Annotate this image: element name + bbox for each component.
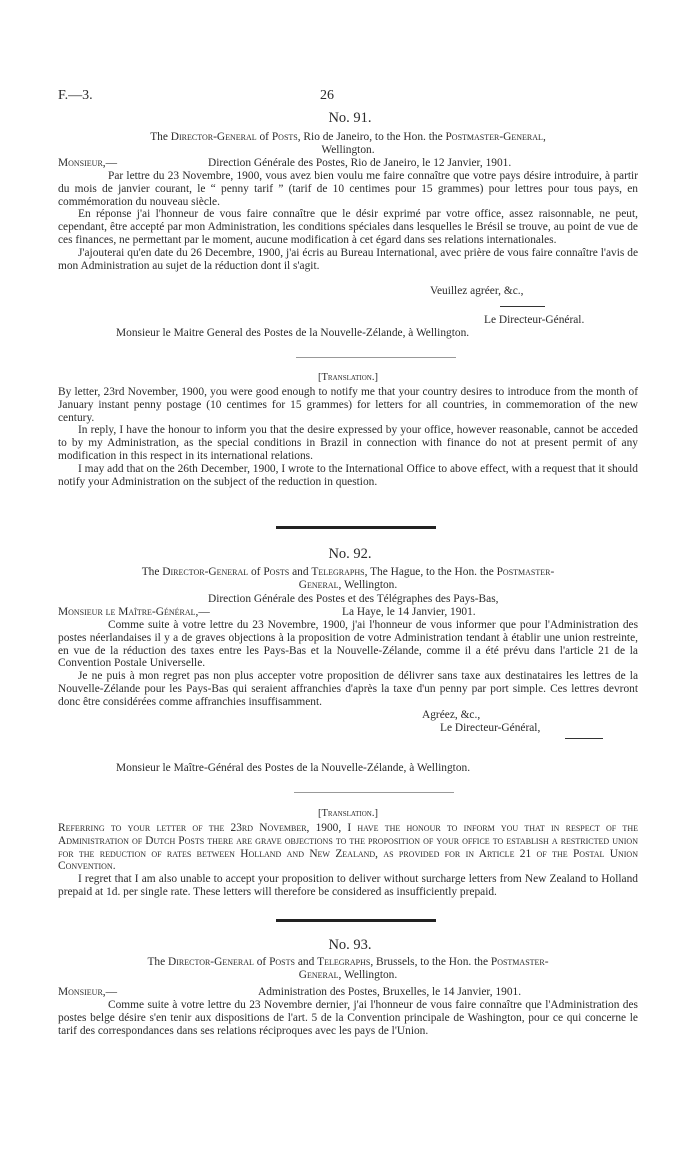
heading-text: Director-General: [168, 956, 254, 968]
heading-text: , The Hague, to the Hon. the: [364, 566, 497, 578]
heading-text: The: [147, 956, 168, 968]
paragraph: En réponse j'ai l'honneur de vous faire connaître que le désir exprimé par votre office, assez raisonnable, ne peut, cependant, être accepté par mon Administration, les conditions spéciales dans lesquelles le Brésil se trouve, au point de vue de ces finances, ne permettant par le moment, aucune modification à cet égard dans ses relations internationales.: [58, 208, 638, 246]
heading-text: Posts: [269, 956, 295, 968]
letter-number: No. 91.: [328, 110, 372, 126]
heading-text: The: [141, 566, 163, 578]
letter-number: No. 93.: [328, 937, 372, 953]
heading-text: Postmaster-: [490, 956, 549, 968]
translation-label: [Translation.]: [318, 808, 378, 819]
sender-address: Administration des Postes, Bruxelles, le 14 Janvier, 1901.: [258, 986, 522, 998]
signature-line: [500, 306, 545, 307]
letter-body: [58, 999, 638, 1037]
heading-text: , Rio de Janeiro, to the Hon. the: [297, 131, 446, 143]
salutation: Monsieur le Maître-Général,—: [58, 606, 210, 618]
heading-text: Director-General: [170, 131, 257, 143]
heading-text: General: [298, 578, 339, 591]
translation-label: [Translation.]: [318, 372, 378, 383]
page-number: 26: [320, 88, 334, 103]
heading-text: of: [248, 566, 264, 578]
paragraph: In reply, I have the honour to inform you that the desire expressed by your office, however reasonable, cannot be acceded to by my Administration, as the special conditions in Brazil in connection with finance do not at present permit of any modification in this respect in its international relations.: [58, 424, 638, 462]
sender-date: La Haye, le 14 Janvier, 1901.: [342, 606, 476, 618]
addressee: Monsieur le Maître-Général des Postes de la Nouvelle-Zélande, à Wellington.: [116, 762, 471, 774]
salutation-line: [58, 157, 638, 170]
paragraph: Comme suite à votre lettre du 23 Novembre dernier, j'ai l'honneur de vous faire connaître que l'Administration des postes belge désire s'en tenir aux dispositions de l'art. 5 de la Convention principale de Washington, pour ce qui concerne le tarif des correspondances dans ses relations réciproques avec les pays de l'Union.: [58, 999, 638, 1037]
heading-text: Postmaster-: [496, 566, 555, 578]
translation-body: [58, 822, 638, 899]
heading-text: Telegraphs: [311, 566, 365, 578]
salutation: Monsieur,—: [58, 986, 118, 998]
document-reference: F.—3.: [58, 88, 93, 103]
addressee: Monsieur le Maitre General des Postes de la Nouvelle-Zélande, à Wellington.: [116, 327, 470, 339]
signature-line: [565, 738, 603, 739]
translation-body: [58, 386, 638, 488]
paragraph: By letter, 23rd November, 1900, you were good enough to notify me that your country desires to introduce from the month of January instant penny postage (10 centimes for 15 grammes) for letters for all countries, in commemoration of the new century.: [58, 386, 638, 424]
heading-text: and: [289, 566, 312, 578]
paragraph: J'ajouterai qu'en date du 26 Decembre, 1900, j'ai écris au Bureau International, avec prière de vous faire connaître l'avis de mon Administration au sujet de la réduction dont il s'agit.: [58, 246, 638, 272]
heading-text: , Wellington.: [338, 578, 398, 591]
letter-heading: [58, 566, 638, 592]
heading-text: ,: [542, 131, 546, 143]
paragraph-text: Referring to your letter of the 23rd November, 1900, I have the honour to inform you that in respect of the Administration of Dutch Posts there are grave objections to the proposition of your office to establish a restricted union for the reduction of rates between Holland and New Zealand, as provided for in Article 21 of the Postal Union Convention.: [58, 822, 638, 873]
divider: [296, 357, 456, 358]
heading-text: of: [256, 131, 272, 143]
heading-text: , Wellington.: [338, 968, 398, 981]
paragraph: Par lettre du 23 Novembre, 1900, vous avez bien voulu me faire connaître que votre pays désire introduire, à partir du mois de janvier courant, le “ penny tarif ” (tarif de 10 centimes pour 15 grammes) pour lettres pour tous pays, en commémoration du nouveau siècle.: [58, 170, 638, 208]
paragraph: I may add that on the 26th December, 1900, I wrote to the International Office to above effect, with a request that it should notify your Administration on the subject of the reduction in question.: [58, 462, 638, 488]
divider: [294, 792, 454, 793]
section-divider: [276, 919, 436, 922]
heading-text: and: [294, 956, 318, 968]
letter-number: No. 92.: [328, 546, 372, 562]
salutation-line: [58, 606, 638, 619]
heading-text: The: [150, 131, 171, 143]
signature: Le Directeur-Général,: [440, 722, 541, 734]
heading-text: Posts: [271, 131, 298, 143]
paragraph: Je ne puis à mon regret pas non plus accepter votre proposition de délivrer sans taxe aux destinataires les lettres de la Nouvelle-Zélande pour les Pays-Bas qui seraient affranchies d'après la taxe d'un penny par port simple. Ces lettres devront donc être considérées comme affranchies insuffisamment.: [58, 670, 638, 708]
paragraph: I regret that I am also unable to accept your proposition to deliver without surcharge letters from New Zealand to Holland prepaid at 1d. per single rate. These letters will therefore be considered as insufficiently prepaid.: [58, 873, 638, 898]
heading-text: , Brussels, to the Hon. the: [370, 956, 491, 968]
heading-text: Posts: [263, 566, 290, 578]
sender-address: Direction Générale des Postes et des Télégraphes des Pays-Bas,: [208, 593, 499, 605]
sender-address: Direction Générale des Postes, Rio de Janeiro, le 12 Janvier, 1901.: [208, 157, 512, 169]
heading-text: of: [253, 956, 270, 968]
closing: Veuillez agréer, &c.,: [430, 285, 524, 297]
heading-text: Wellington.: [321, 143, 375, 156]
letter-body: [58, 619, 638, 709]
salutation-line: [58, 986, 638, 999]
signature: Le Directeur-Général.: [484, 314, 585, 326]
heading-text: General: [298, 968, 339, 981]
letter-heading: [58, 131, 638, 157]
heading-text: Telegraphs: [317, 956, 371, 968]
paragraph: Comme suite à votre lettre du 23 Novembre, 1900, j'ai l'honneur de vous informer que pour l'Administration des postes néerlandaises il y a de graves objections à la proposition de votre Administration tendant à établir une union restreinte, en vue de la réduction des taxes entre les Pays-Bas et la Nouvelle-Zélande, comme il a été prévu dans l'article 21 de la Convention Postale Universelle.: [58, 619, 638, 670]
heading-text: Director-General: [162, 566, 249, 578]
salutation: Monsieur,—: [58, 157, 118, 169]
section-divider: [276, 526, 436, 529]
closing: Agréez, &c.,: [422, 709, 481, 721]
letter-body: [58, 170, 638, 272]
paragraph: [58, 822, 638, 873]
letter-heading: [58, 956, 638, 982]
heading-text: Postmaster-General: [445, 131, 543, 143]
